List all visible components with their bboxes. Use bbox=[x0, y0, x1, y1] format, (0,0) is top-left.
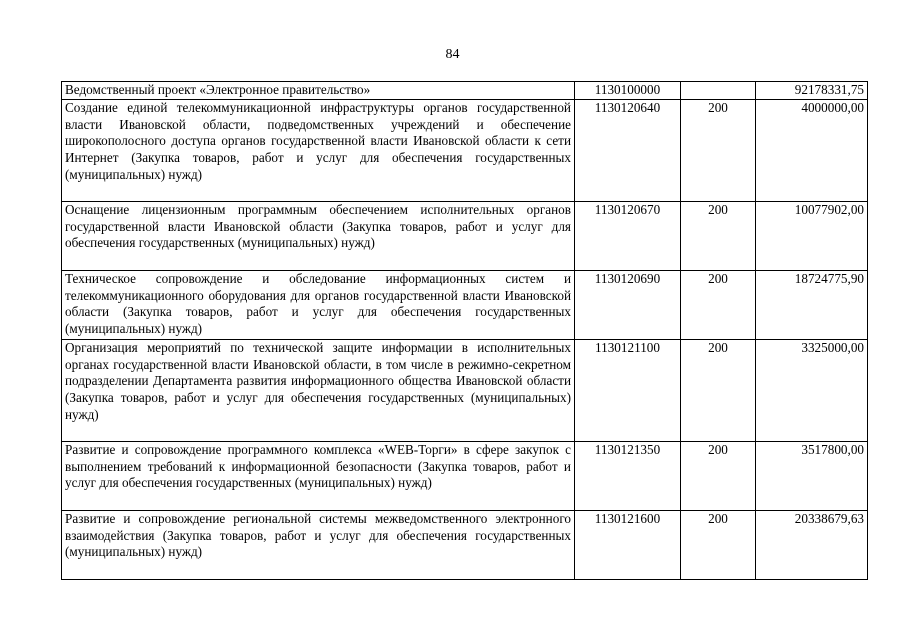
table-row bbox=[62, 339, 868, 441]
row-name-cell: Оснащение лицензионным программным обеспечением исполнительных органов государственной власти Ивановской области (Закупка товаров, работ и услуг для обеспечения государственных (муниципальных) нужд) bbox=[62, 201, 575, 270]
row-name-cell: Развитие и сопровождение региональной системы межведомственного электронного взаимодействия (Закупка товаров, работ и услуг для обеспечения государственных (муниципальных) нужд) bbox=[62, 510, 575, 579]
row-csr-code-cell: 1130120690 bbox=[575, 270, 681, 339]
page-number: 84 bbox=[445, 47, 460, 62]
row-expense-type-cell: 200 bbox=[681, 99, 756, 201]
table-row bbox=[62, 441, 868, 510]
row-sum-cell: 10077902,00 bbox=[756, 201, 868, 270]
table-row bbox=[62, 99, 868, 201]
row-csr-code-cell: 1130121600 bbox=[575, 510, 681, 579]
row-sum-cell: 4000000,00 bbox=[756, 99, 868, 201]
row-csr-code-cell: 1130121100 bbox=[575, 339, 681, 441]
row-csr-code-cell: 1130100000 bbox=[575, 82, 681, 100]
row-name-cell: Организация мероприятий по технической защите информации в исполнительных органах государственной власти Ивановской области, в том числе в режимно-секретном подразделении Департамента развития информационного общества Ивановской области (Закупка товаров, работ и услуг для обеспечения государственных (муниципальных) нужд) bbox=[62, 339, 575, 441]
row-expense-type-cell: 200 bbox=[681, 339, 756, 441]
table-row bbox=[62, 82, 868, 100]
row-name-cell: Ведомственный проект «Электронное правительство» bbox=[62, 82, 575, 100]
row-expense-type-cell: 200 bbox=[681, 201, 756, 270]
table-row bbox=[62, 510, 868, 579]
row-sum-cell: 3517800,00 bbox=[756, 441, 868, 510]
row-csr-code-cell: 1130120670 bbox=[575, 201, 681, 270]
row-expense-type-cell: 200 bbox=[681, 270, 756, 339]
row-csr-code-cell: 1130120640 bbox=[575, 99, 681, 201]
row-name-cell: Техническое сопровождение и обследование информационных систем и телекоммуникационного оборудования для органов государственной власти Ивановской области (Закупка товаров, работ и услуг для обеспечения государственных (муниципальных) нужд) bbox=[62, 270, 575, 339]
row-sum-cell: 3325000,00 bbox=[756, 339, 868, 441]
table-row bbox=[62, 270, 868, 339]
row-sum-cell: 18724775,90 bbox=[756, 270, 868, 339]
budget-table bbox=[61, 81, 868, 580]
table-row bbox=[62, 201, 868, 270]
row-csr-code-cell: 1130121350 bbox=[575, 441, 681, 510]
row-expense-type-cell: 200 bbox=[681, 510, 756, 579]
row-sum-cell: 92178331,75 bbox=[756, 82, 868, 100]
row-expense-type-cell bbox=[681, 82, 756, 100]
row-name-cell: Создание единой телекоммуникационной инфраструктуры органов государственной власти Ивановской области, подведомственных учреждений и обеспечение широкополосного доступа органов государственной власти Ивановской области к сети Интернет (Закупка товаров, работ и услуг для обеспечения государственных (муниципальных) нужд) bbox=[62, 99, 575, 201]
row-name-cell: Развитие и сопровождение программного комплекса «WEB-Торги» в сфере закупок с выполнением требований к информационной безопасности (Закупка товаров, работ и услуг для обеспечения государственных (муниципальных) нужд) bbox=[62, 441, 575, 510]
row-expense-type-cell: 200 bbox=[681, 441, 756, 510]
row-sum-cell: 20338679,63 bbox=[756, 510, 868, 579]
